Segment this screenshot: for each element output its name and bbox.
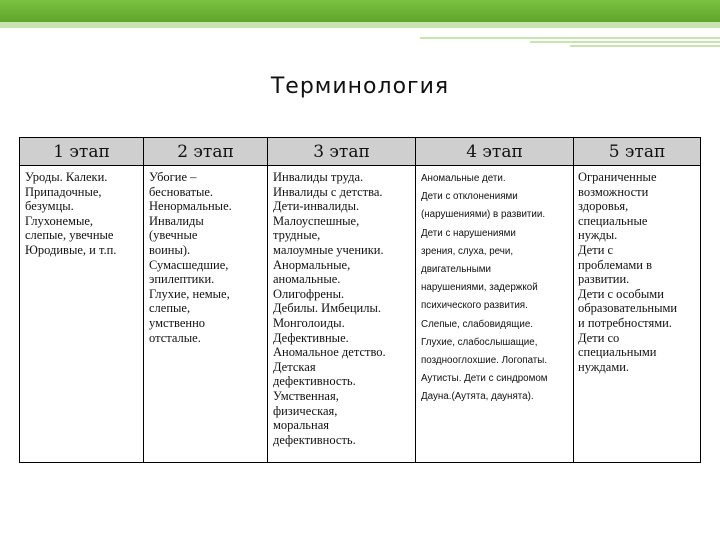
- page-title: Терминология: [270, 74, 450, 99]
- header-stage-4: 4 этап: [416, 138, 574, 166]
- table-row: [20, 166, 701, 463]
- terminology-table: [19, 137, 701, 463]
- cell-stage-5: Ограниченные возможности здоровья, специальные нужды. Дети с проблемами в развитии. Дети с особыми образовательными и потребностями. Дети со специальными нуждами.: [574, 166, 701, 463]
- header-stage-3: 3 этап: [268, 138, 416, 166]
- decor-stripe: [530, 41, 720, 43]
- header-stage-5: 5 этап: [574, 138, 701, 166]
- top-accent-bar-light: [0, 22, 720, 28]
- decor-stripe: [570, 45, 720, 47]
- cell-stage-1: Уроды. Калеки. Припадочные, безумцы. Глухонемые, слепые, увечные Юродивые, и т.п.: [20, 166, 144, 463]
- cell-stage-3: Инвалиды труда. Инвалиды с детства. Дети-инвалиды. Малоуспешные, трудные, малоумные ученики. Анормальные, аномальные. Олигофрены. Дебилы. Имбецилы. Монголоиды. Дефективные. Аномальное детство. Детская дефективность. Умственная, физическая, моральная дефективность.: [268, 166, 416, 463]
- cell-stage-2: Убогие – бесноватые. Ненормальные. Инвалиды (увечные воины). Сумасшедшие, эпилептики. Глухие, немые, слепые, умственно отсталые.: [144, 166, 268, 463]
- cell-stage-4: Аномальные дети. Дети с отклонениями (нарушениями) в развитии. Дети с нарушениями зрения, слуха, речи, двигательными нарушениями, задержкой психического развития. Слепые, слабовидящие. Глухие, слабослышащие, позднооглохшие. Логопаты. Аутисты. Дети с синдромом Дауна.(Аутята, даунята).: [416, 166, 574, 463]
- header-stage-1: 1 этап: [20, 138, 144, 166]
- header-stage-2: 2 этап: [144, 138, 268, 166]
- top-accent-bar: [0, 0, 720, 22]
- decor-stripe: [420, 37, 720, 39]
- table-header-row: [20, 138, 701, 166]
